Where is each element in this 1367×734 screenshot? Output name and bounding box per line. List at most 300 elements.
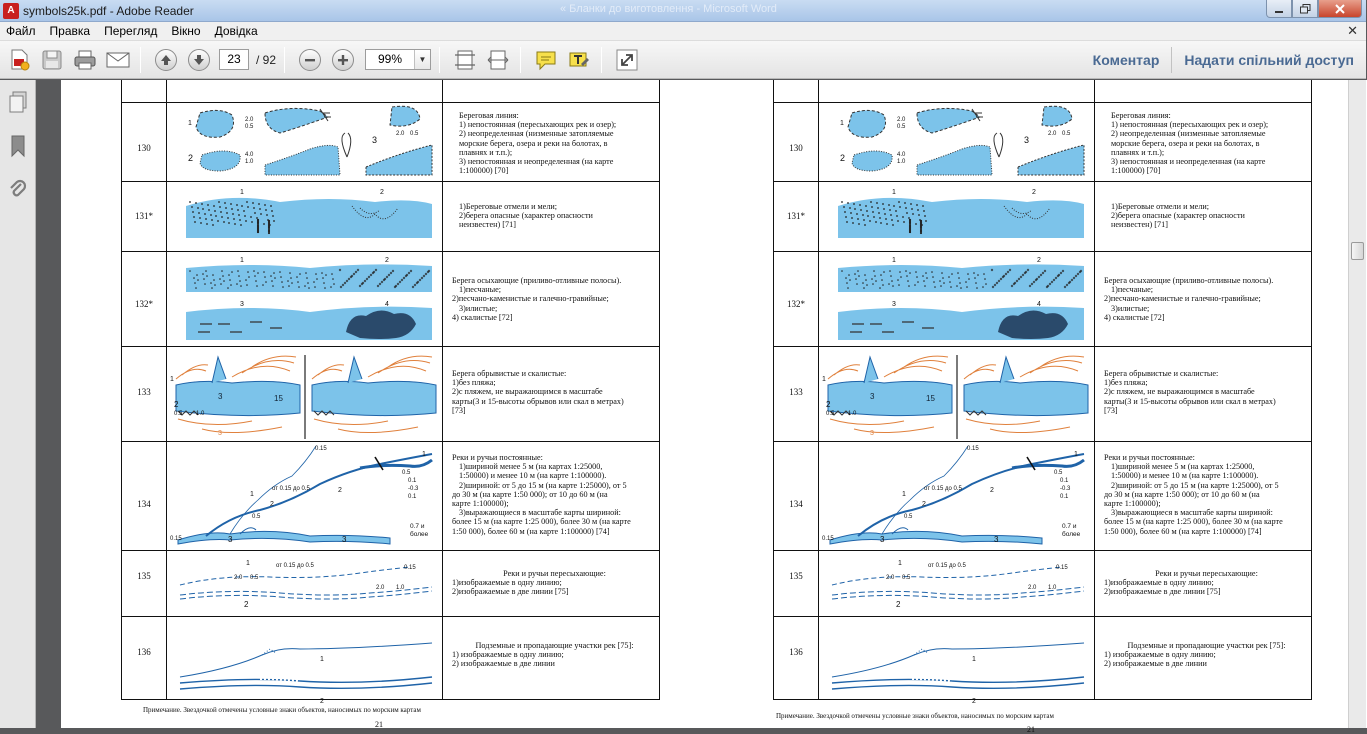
figure-label: 1 — [972, 656, 976, 663]
figure-label: 0.1 — [408, 478, 417, 484]
figure-label: 3 — [870, 392, 875, 401]
figure-label: 2.0 — [1028, 585, 1037, 591]
document-view[interactable] — [37, 80, 1348, 734]
page-footnote: Примечание. Звездочкой отмечены условные знаки объектов, наносимых по морским картам — [143, 706, 421, 714]
attachments-button[interactable] — [0, 168, 36, 212]
lake-shape — [848, 110, 886, 137]
river-two-line — [180, 677, 432, 683]
symbol-description — [1104, 641, 1309, 669]
figure-label: 0.5 — [904, 514, 913, 520]
river-area — [312, 381, 436, 415]
figure-label: 0.15 — [1056, 565, 1068, 571]
full-screen-button[interactable] — [613, 46, 641, 74]
pdf-page-left — [61, 80, 715, 728]
menu-window[interactable]: Вікно — [171, 23, 201, 38]
lake-shape — [200, 151, 240, 171]
shoreline-shape — [390, 106, 420, 126]
contour-lines — [828, 356, 948, 379]
table-row — [122, 616, 659, 705]
river-two-line — [180, 683, 432, 689]
zoom-in-button[interactable] — [329, 46, 357, 74]
figure-label: 1 — [1074, 451, 1078, 458]
figure-label: 2 — [338, 487, 342, 494]
figure-label: 2 — [896, 600, 901, 609]
table-row — [122, 181, 659, 251]
figure-label: 0.5 — [174, 411, 183, 417]
save-icon — [41, 49, 63, 71]
brace-shape — [342, 133, 351, 157]
figure-label: 15 — [926, 394, 935, 403]
pdf-page-right — [713, 80, 1367, 734]
symbol-number: 130 — [137, 143, 151, 153]
description-line: 2)с пляжем, не выражающимся в масштабе — [452, 387, 603, 397]
figure-label: 0.5 — [897, 124, 906, 130]
figure-label: 2.0 — [1048, 131, 1057, 137]
description-line: 1) непостоянная (пересыхающих рек и озер); — [1111, 120, 1269, 130]
description-line: Берега осыхающие (приливо-отливные полосы). — [452, 276, 622, 285]
description-line: более 15 м (на карте 1:25 000), более 30 м (на карте — [1104, 517, 1283, 527]
figure-label: 0.5 — [826, 411, 835, 417]
contour-lines — [178, 419, 282, 433]
contour-lines — [176, 356, 296, 379]
description-line: Реки и ручьи постоянные: — [452, 453, 543, 462]
symbol-description — [1104, 453, 1309, 536]
figure-label: 3 — [994, 535, 999, 544]
figure-label: 2 — [826, 400, 831, 409]
sea-area — [186, 198, 432, 238]
symbol-number: 133 — [137, 387, 151, 397]
symbol-number: 134 — [789, 499, 803, 509]
description-line: Береговая линия: — [459, 111, 519, 120]
description-line: 1:50000) и менее 10 м (на карте 1:100000). — [459, 471, 607, 481]
table-row — [774, 441, 1311, 550]
menu-help[interactable]: Довідка — [214, 23, 258, 38]
figure-label: 2.0 — [245, 117, 254, 123]
maximize-button[interactable] — [1292, 0, 1318, 18]
description-line: 3)илистые; — [459, 303, 498, 313]
shoreline-shape — [917, 108, 980, 133]
figure-label: 0.5 — [402, 470, 411, 476]
figure-label: 4.0 — [245, 152, 254, 158]
table-row — [122, 102, 659, 181]
river-one-line — [832, 643, 1084, 677]
symbol-description — [452, 202, 657, 230]
figure-label: 2.0 — [376, 585, 385, 591]
description-line: более 15 м (на карте 1:25 000), более 30 м (на карте — [452, 517, 631, 527]
description-line: 2) неопределенная (низменные затопляемые — [459, 129, 614, 139]
figure-label: от 0.15 до 0.5 — [276, 563, 314, 569]
description-line: Реки и ручьи постоянные: — [1104, 453, 1195, 462]
table-row — [774, 181, 1311, 251]
shoreline-shape — [366, 145, 432, 175]
description-line: 1)песчаные; — [1111, 285, 1154, 295]
symbol-figure — [170, 444, 438, 549]
description-line: 1:50000) и менее 10 м (на карте 1:100000). — [1111, 471, 1259, 481]
description-line: 1:50 000), более 60 м (на карте 1:100000) [74] — [452, 526, 610, 536]
symbol-figure — [170, 254, 438, 345]
figure-label: 1 — [170, 376, 174, 383]
envelope-icon — [106, 51, 130, 69]
figure-label: 1 — [320, 656, 324, 663]
river-area — [964, 381, 1088, 415]
fit-page-icon — [454, 48, 476, 72]
symbol-description — [1104, 202, 1309, 230]
figure-label: 1 — [422, 451, 426, 458]
toolbar-separator — [601, 47, 602, 73]
figure-label: 2 — [385, 257, 389, 264]
description-line: 1)изображаемые в одну линию; — [452, 578, 562, 588]
shoreline-shape — [265, 108, 328, 133]
figure-label: 0.5 — [1054, 470, 1063, 476]
figure-label: 1.0 — [245, 159, 254, 165]
figure-label: 1 — [246, 560, 250, 567]
description-line: 2)изображаемые в две линии [75] — [1104, 587, 1221, 597]
river-two-line — [832, 677, 1084, 683]
description-line: морские берега, озера и реки на болотах, в — [1111, 138, 1260, 148]
description-line: до 30 м (на карте 1:50 000); от 10 до 60 м (на — [452, 489, 608, 499]
background-window-title: « Бланки до виготовлення - Microsoft Word — [560, 3, 777, 15]
symbol-number: 135 — [789, 571, 803, 581]
symbol-figure — [822, 553, 1090, 615]
symbol-figure — [170, 349, 438, 440]
shoreline-shape — [265, 145, 340, 175]
vertical-scrollbar[interactable] — [1348, 80, 1366, 728]
bookmark-icon — [8, 134, 28, 158]
toolbar — [0, 41, 1366, 79]
description-line: 2)изображаемые в две линии [75] — [452, 587, 569, 597]
description-line: 1)шириной менее 5 м (на картах 1:25000, — [1111, 462, 1255, 472]
create-pdf-button[interactable] — [5, 46, 33, 74]
figure-label: 3 — [218, 430, 222, 437]
figure-label: 2.0 — [886, 575, 895, 581]
description-line: карты(3 и 15-высоты обрывов или скал в метрах) — [452, 396, 624, 406]
figure-label: 0.5 — [250, 575, 259, 581]
description-line: Подземные и пропадающие участки рек [75]: — [475, 641, 634, 650]
figure-label: 1 — [902, 491, 906, 498]
figure-label: 0.5 — [410, 131, 419, 137]
zoom-out-button[interactable] — [296, 46, 324, 74]
toolbar-separator — [439, 47, 440, 73]
figure-label: 2 — [270, 501, 274, 508]
arrow-up-icon — [155, 49, 177, 71]
symbol-number: 133 — [789, 387, 803, 397]
figure-label: 3 — [240, 301, 244, 308]
intermittent-stream-1 — [180, 567, 410, 585]
print-button[interactable] — [71, 46, 99, 74]
description-line: 1)без пляжа; — [1104, 378, 1148, 388]
description-line: 4) скалистые [72] — [1104, 312, 1165, 322]
river-area — [348, 357, 362, 383]
menu-view[interactable]: Перегляд — [104, 23, 158, 38]
description-line: 3) непостоянная и неопределенная (на карте — [1111, 157, 1266, 167]
page-thumbnails-button[interactable] — [0, 80, 36, 124]
title-bar — [0, 0, 1366, 22]
table-row — [774, 251, 1311, 346]
description-line: 2)песчано-каменистые и галечно-гравийные; — [452, 294, 609, 304]
figure-label: 2 — [922, 501, 926, 508]
description-line: плавнях и т.п.); — [459, 147, 513, 157]
figure-label: 2 — [990, 487, 994, 494]
figure-label: 3 — [1024, 135, 1030, 145]
plus-icon — [332, 49, 354, 71]
scrollbar-thumb[interactable] — [1351, 242, 1364, 260]
symbol-figure — [170, 553, 438, 615]
figure-label: 0.1 — [1060, 494, 1069, 500]
lake-shape — [196, 110, 234, 137]
description-line: 1)Береговые отмели и мели; — [1111, 202, 1210, 211]
symbol-number: 135 — [137, 571, 151, 581]
symbol-description — [1104, 569, 1309, 597]
symbols-table — [121, 80, 660, 705]
symbol-number: 130 — [789, 143, 803, 153]
table-row — [774, 550, 1311, 616]
close-window-button[interactable] — [1318, 0, 1362, 18]
zoom-select[interactable] — [365, 49, 431, 70]
sticky-note-button[interactable] — [532, 46, 560, 74]
figure-label: 0.15 — [967, 446, 979, 452]
river-one-line — [180, 643, 432, 677]
symbols-table — [773, 80, 1312, 705]
symbol-description — [452, 641, 657, 669]
symbol-description — [1104, 111, 1309, 175]
window-title: symbols25k.pdf - Adobe Reader — [23, 3, 194, 18]
table-row — [122, 441, 659, 550]
toolbar-separator — [284, 47, 285, 73]
menu-bar — [0, 22, 1366, 41]
window-controls — [1266, 0, 1362, 18]
figure-label: 3 — [218, 392, 223, 401]
figure-label: 4 — [1037, 301, 1041, 308]
comment-button[interactable]: Коментар — [1092, 52, 1160, 68]
email-button[interactable] — [104, 46, 132, 74]
symbol-description — [452, 276, 657, 322]
description-line: карте 1:100000); — [1104, 499, 1161, 509]
description-line: Подземные и пропадающие участки рек [75]: — [1127, 641, 1286, 650]
highlight-text-icon — [567, 49, 591, 71]
figure-label: 3 — [228, 535, 233, 544]
sticky-note-icon — [534, 49, 558, 71]
intermittent-stream-2 — [832, 587, 1084, 595]
symbol-description — [452, 569, 657, 597]
close-document-button[interactable]: ✕ — [1347, 23, 1358, 38]
figure-label: 2 — [244, 600, 249, 609]
page-number: 21 — [1027, 725, 1035, 734]
table-row — [122, 251, 659, 346]
description-line: 1)изображаемые в одну линию; — [1104, 578, 1214, 588]
description-line: 1:100000) [70] — [1111, 166, 1161, 176]
figure-label: 1.0 — [848, 411, 857, 417]
description-line: 2) неопределенная (низменные затопляемые — [1111, 129, 1266, 139]
figure-label: 0.7 и — [1062, 523, 1077, 530]
description-line: 4) скалистые [72] — [452, 312, 513, 322]
figure-label: 0.1 — [1060, 478, 1069, 484]
symbol-description — [452, 111, 657, 175]
description-line: 1:100000) [70] — [459, 166, 509, 176]
figure-label: 1.0 — [396, 585, 405, 591]
figure-label: 0.5 — [252, 514, 261, 520]
figure-label: -0.3 — [1060, 486, 1071, 492]
contour-lines — [830, 419, 934, 433]
intermittent-stream-1 — [832, 567, 1062, 585]
figure-label: 1.0 — [196, 411, 205, 417]
shoreline-shape — [1042, 106, 1072, 126]
description-line: Берега обрывистые и скалистые: — [1104, 369, 1219, 378]
description-line: [73] — [452, 405, 466, 415]
description-line: 2)берега опасные (характер опасности — [1111, 211, 1245, 221]
close-icon — [1335, 4, 1345, 14]
description-line: морские берега, озера и реки на болотах, в — [459, 138, 608, 148]
symbol-number: 134 — [137, 499, 151, 509]
figure-label: от 0.15 до 0.5 — [928, 563, 966, 569]
intermittent-stream-2 — [180, 587, 432, 595]
table-row-continuation — [774, 80, 1311, 102]
figure-label: 0.5 — [902, 575, 911, 581]
contour-lines — [964, 356, 1084, 379]
figure-label: от 0.15 до 0.5 — [272, 486, 310, 492]
fit-page-button[interactable] — [451, 46, 479, 74]
figure-label: 1 — [240, 257, 244, 264]
description-line: 2)берега опасные (характер опасности — [459, 211, 593, 221]
figure-label: 2 — [380, 189, 384, 196]
figure-label: 4 — [385, 301, 389, 308]
minus-icon — [299, 49, 321, 71]
figure-label: 0.15 — [315, 446, 327, 452]
description-line: Береговая линия: — [1111, 111, 1171, 120]
description-line: 2) изображаемые в две линии — [1104, 659, 1207, 669]
fit-width-button[interactable] — [484, 46, 512, 74]
highlight-text-button[interactable] — [565, 46, 593, 74]
symbol-figure — [822, 444, 1090, 549]
adobe-reader-icon: A — [3, 3, 19, 19]
description-line: до 30 м (на карте 1:50 000); от 10 до 60 м (на — [1104, 489, 1260, 499]
figure-label: 2.0 — [234, 575, 243, 581]
description-line: Берега осыхающие (приливо-отливные полосы). — [1104, 276, 1274, 285]
symbol-figure — [170, 105, 438, 180]
zoom-value: 99% — [378, 52, 403, 66]
figure-label: 2 — [1032, 189, 1036, 196]
toolbar-separator — [520, 47, 521, 73]
figure-label: 0.1 — [408, 494, 417, 500]
menu-file[interactable]: Файл — [6, 23, 36, 38]
figure-label: 3 — [372, 135, 378, 145]
fit-width-icon — [486, 48, 510, 72]
description-line: 1)без пляжа; — [452, 378, 496, 388]
figure-label: 3 — [892, 301, 896, 308]
description-line: 1:50 000), более 60 м (на карте 1:100000) [74] — [1104, 526, 1262, 536]
description-line: 3)илистые; — [1111, 303, 1150, 313]
share-button[interactable]: Надати спільний доступ — [1184, 52, 1354, 68]
figure-label: от 0.15 до 0.5 — [924, 486, 962, 492]
figure-label: 0.15 — [170, 536, 182, 542]
sea-area — [838, 198, 1084, 238]
river-area — [1000, 357, 1014, 383]
description-line: 1)песчаные; — [459, 285, 502, 295]
figure-label: 3 — [342, 535, 347, 544]
figure-label: 0.15 — [822, 536, 834, 542]
page-total: / 92 — [256, 52, 277, 67]
symbol-description — [452, 453, 657, 536]
figure-label: 2 — [1037, 257, 1041, 264]
save-button[interactable] — [38, 46, 66, 74]
symbol-figure — [822, 254, 1090, 345]
description-line: 1) изображаемые в одну линию; — [1104, 650, 1216, 660]
contour-lines — [312, 356, 432, 379]
bookmarks-button[interactable] — [0, 124, 36, 168]
page-footnote: Примечание. Звездочкой отмечены условные знаки объектов, наносимых по морским картам — [776, 712, 1054, 720]
figure-label: 0.5 — [1062, 131, 1071, 137]
description-line: 1) непостоянная (пересыхающих рек и озер); — [459, 120, 617, 130]
table-row — [774, 102, 1311, 181]
figure-label: 4.0 — [897, 152, 906, 158]
contour-lines — [314, 419, 418, 433]
create-pdf-icon — [7, 48, 31, 72]
description-line: 2)шириной: от 5 до 15 м (на карте 1:25000), от 5 — [459, 480, 627, 490]
page-number: 21 — [375, 720, 383, 729]
restore-icon — [1300, 4, 1311, 14]
page-number-input[interactable]: 23 — [219, 49, 249, 70]
figure-label: 1.0 — [1048, 585, 1057, 591]
figure-label: 1 — [822, 376, 826, 383]
navigation-pane — [0, 80, 36, 728]
symbol-figure — [822, 349, 1090, 440]
arrow-down-icon — [188, 49, 210, 71]
figure-label: 2 — [188, 153, 194, 163]
toolbar-separator — [140, 47, 141, 73]
figure-label: 0.15 — [404, 565, 416, 571]
symbol-figure — [822, 184, 1090, 250]
toolbar-right — [1081, 41, 1366, 79]
table-row — [122, 346, 659, 441]
symbol-figure — [822, 619, 1090, 705]
brace-shape — [994, 133, 1003, 157]
previous-page-button[interactable] — [152, 46, 180, 74]
figure-label: 0.5 — [245, 124, 254, 130]
minimize-icon — [1274, 4, 1284, 14]
symbol-number: 131* — [787, 211, 805, 221]
figure-label: 1 — [892, 189, 896, 196]
symbol-number: 132* — [135, 299, 153, 309]
symbol-figure — [170, 619, 438, 705]
chevron-down-icon[interactable]: ▼ — [414, 50, 430, 69]
symbol-description — [1104, 369, 1309, 415]
description-line: 1) изображаемые в одну линию; — [452, 650, 564, 660]
figure-label: 1 — [240, 189, 244, 196]
next-page-button[interactable] — [185, 46, 213, 74]
symbol-figure — [822, 105, 1090, 180]
description-line: Берега обрывистые и скалистые: — [452, 369, 567, 378]
description-line: 2) изображаемые в две линии — [452, 659, 555, 669]
lake-shape — [852, 151, 892, 171]
menu-edit[interactable]: Правка — [49, 23, 91, 38]
symbol-number: 131* — [135, 211, 153, 221]
table-row-continuation — [122, 80, 659, 102]
shoreline-shape — [917, 145, 992, 175]
description-line: Реки и ручьи пересыхающие: — [503, 569, 606, 578]
symbol-description — [452, 369, 657, 415]
symbol-description — [1104, 276, 1309, 322]
symbol-figure — [170, 184, 438, 250]
table-row — [774, 346, 1311, 441]
figure-label: 3 — [870, 430, 874, 437]
figure-label: более — [410, 531, 429, 538]
figure-label: -0.3 — [408, 486, 419, 492]
description-line: [73] — [1104, 405, 1118, 415]
minimize-button[interactable] — [1266, 0, 1292, 18]
description-line: плавнях и т.п.); — [1111, 147, 1165, 157]
river-area — [212, 357, 226, 383]
description-line: 1)шириной менее 5 м (на картах 1:25000, — [459, 462, 603, 472]
figure-label: 2 — [972, 698, 976, 705]
